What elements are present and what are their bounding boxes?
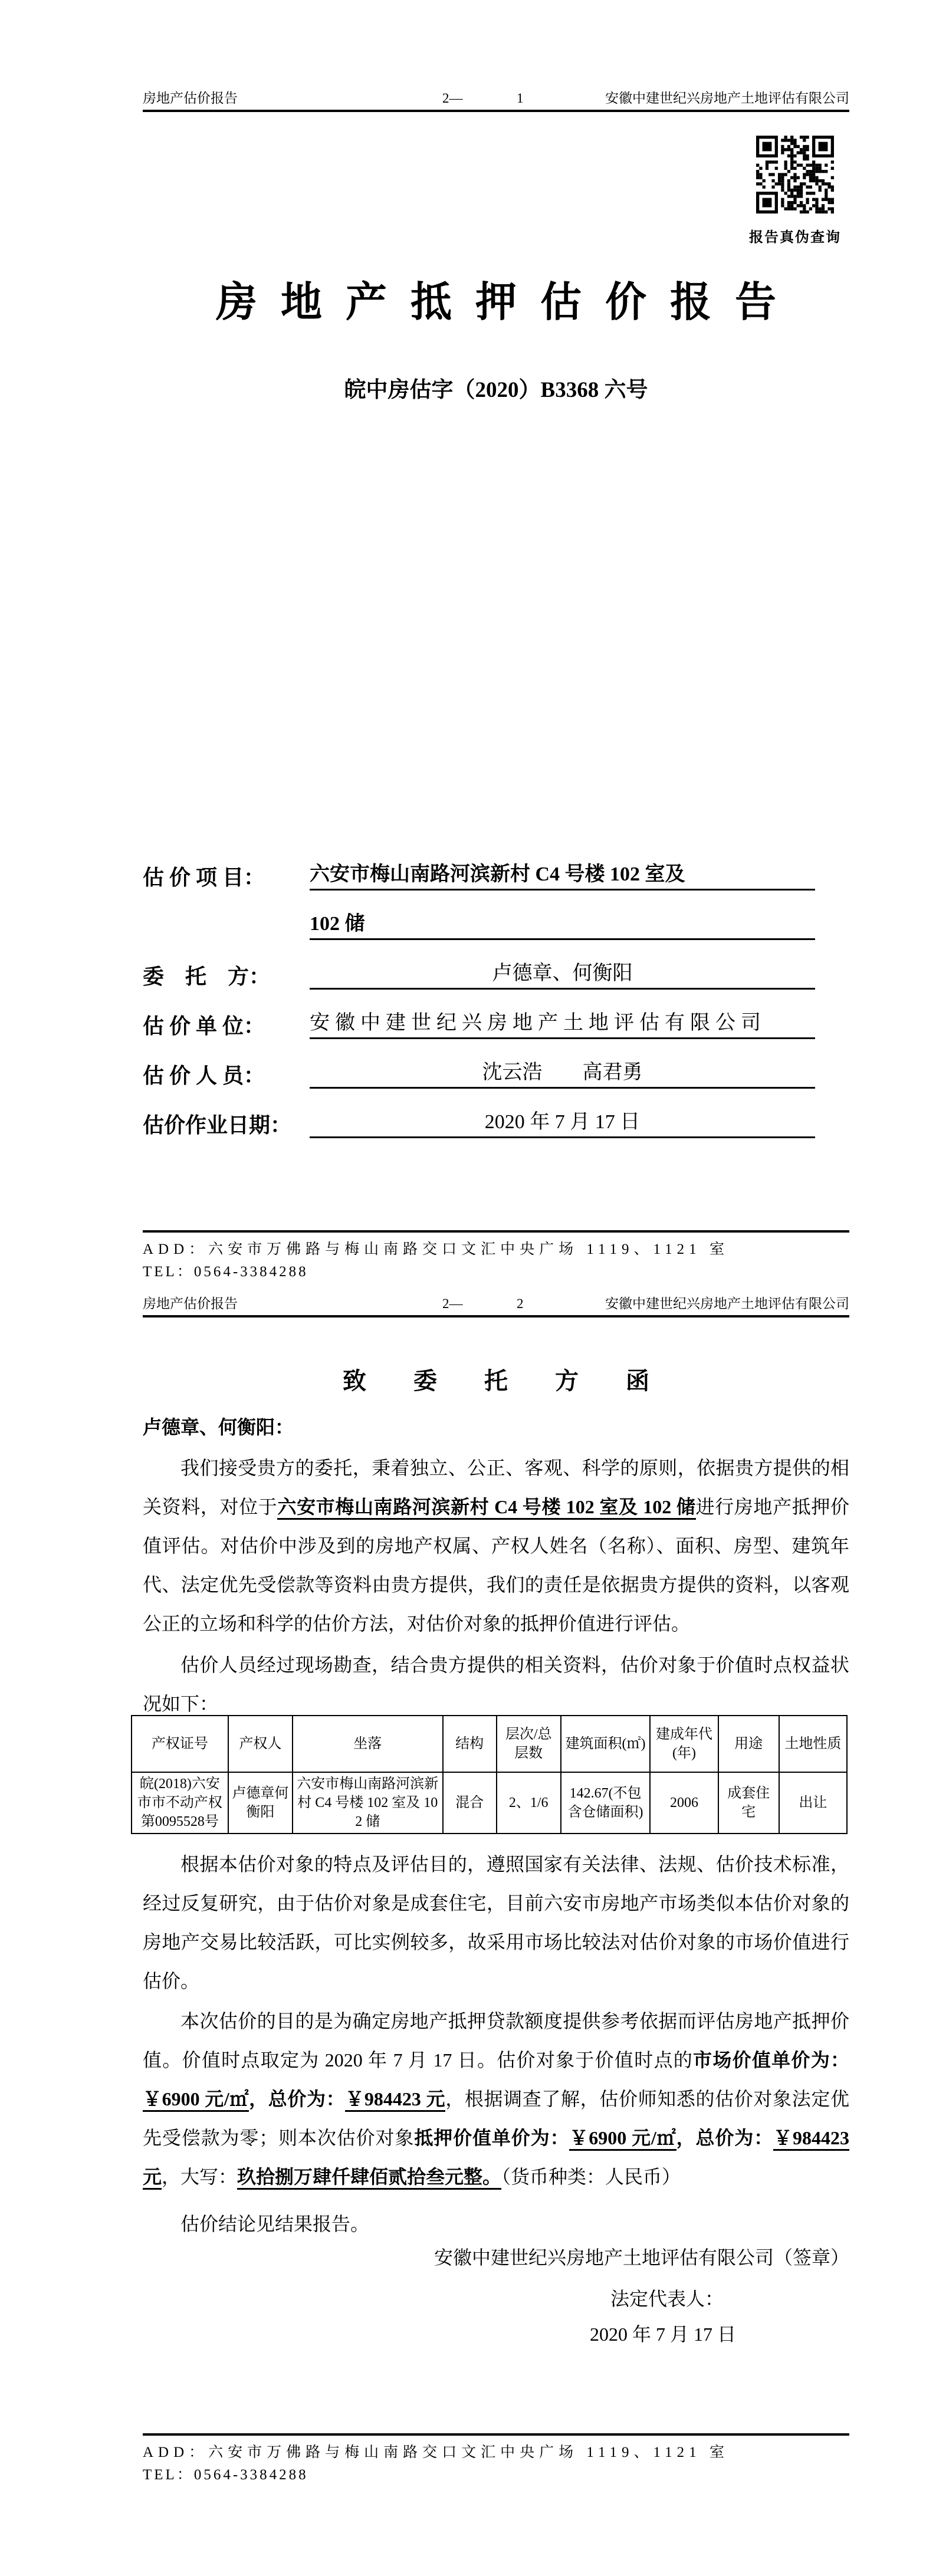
footer-rule — [143, 2433, 849, 2436]
footer-rule — [143, 1230, 849, 1233]
letter-paragraph-5: 估价结论见结果报告。 — [180, 2213, 370, 2235]
letter-salutation: 卢德章、何衡阳： — [143, 1417, 294, 1438]
col-floor: 层次/总层数 — [497, 1716, 561, 1772]
field-label: 估 价 项 目： — [143, 866, 265, 889]
cell-year-built: 2006 — [650, 1772, 718, 1834]
header-doc-type: 房地产估价报告 — [143, 91, 238, 106]
footer-address: ADD：六安市万佛路与梅山南路交口文汇中央广场 1119、1121 室 — [143, 2444, 729, 2460]
letter-paragraph-3: 根据本估价对象的特点及评估目的，遵照国家有关法律、法规、估价技术标准，经过反复研究，由于估价对象是成套住宅，目前六安市房地产市场类似本估价对象的房地产交易比较活跃，可比实例较多，故采用市场比较法对估价对象的市场价值进行估价。 — [143, 1854, 849, 1992]
appraisal-table — [131, 1715, 848, 1834]
letter-paragraph-4 — [143, 2002, 849, 2196]
para1-text: 进行房地产抵押价值评估。对估价中涉及到的房地产权属、产权人姓名（名称）、面积、房型、建筑年代、法定优先受偿款等资料由贵方提供，我们的责任是依据贵方提供的资料，以客观公正的立场和科学的估价方法，对估价对象的抵押价值进行评估。 — [143, 1496, 849, 1634]
field-row-project-cont — [143, 906, 815, 940]
field-label: 估价作业日期： — [143, 1113, 292, 1137]
field-value: 102 储 — [310, 912, 815, 940]
cell-owner: 卢德章何衡阳 — [228, 1772, 293, 1834]
field-value: 2020 年 7 月 17 日 — [310, 1110, 815, 1138]
field-row-client — [143, 955, 815, 990]
col-area: 建筑面积(㎡) — [561, 1716, 651, 1772]
header-page-prefix: 2— — [442, 91, 463, 106]
doc-number: 皖中房估字（2020）B3368 六号 — [344, 378, 648, 402]
header-rule — [143, 1315, 849, 1317]
para1-property-emphasis: 六安市梅山南路河滨新村 C4 号楼 102 室及 102 储 — [277, 1496, 695, 1520]
para4-text: ，根据调查了解，估价师知悉的估价对象法定优先受偿款为零；则本次估价对象 — [143, 2088, 849, 2148]
footer-phone: TEL：0564-3384288 — [143, 2467, 308, 2483]
field-label: 委 托 方： — [143, 965, 271, 988]
header-page-number: 1 — [517, 91, 524, 106]
col-structure: 结构 — [443, 1716, 497, 1772]
mortgage-total-price-value: ￥984423 元 — [143, 2127, 849, 2190]
table-row — [132, 1772, 847, 1834]
report-title: 房地产抵押估价报告 — [216, 280, 800, 326]
col-year-built: 建成年代(年) — [650, 1716, 718, 1772]
field-value: 沈云浩 高君勇 — [310, 1060, 815, 1089]
page2-running-header — [143, 1295, 849, 1313]
price-in-words: 玖拾捌万肆仟肆佰贰拾叁元整。 — [237, 2166, 501, 2190]
col-land-nature: 土地性质 — [779, 1716, 847, 1772]
letter-heading: 致委托方函 — [343, 1368, 697, 1394]
field-row-agency — [143, 1005, 815, 1039]
letter-paragraph-1 — [143, 1448, 849, 1643]
footer-address: ADD：六安市万佛路与梅山南路交口文汇中央广场 1119、1121 室 — [143, 1241, 729, 1257]
field-label: 估 价 人 员： — [143, 1064, 265, 1087]
cell-use: 成套住宅 — [718, 1772, 779, 1834]
field-row-date — [143, 1104, 815, 1138]
report-date: 2020 年 7 月 17 日 — [590, 2324, 737, 2345]
col-owner: 产权人 — [228, 1716, 293, 1772]
header-company-name: 安徽中建世纪兴房地产土地评估有限公司 — [605, 91, 849, 106]
field-row-project — [143, 856, 815, 891]
header-page-prefix: 2— — [442, 1296, 463, 1311]
col-certificate-no: 产权证号 — [132, 1716, 228, 1772]
market-total-price-value: ￥984423 元 — [345, 2088, 445, 2112]
signature-company: 安徽中建世纪兴房地产土地评估有限公司（签章） — [433, 2247, 849, 2268]
mortgage-unit-price-label: 抵押价值单价为： — [414, 2127, 570, 2148]
field-row-appraisers — [143, 1054, 815, 1089]
cell-area: 142.67(不包含仓储面积) — [561, 1772, 651, 1834]
field-value: 安徽中建世纪兴房地产土地评估有限公司 — [310, 1011, 815, 1039]
para4-text: 本次估价的目的是为确定房地产抵押贷款额度提供参考依据而评估房地产抵押价值。价值时点取定为 2020 年 7 月 17 日。估价对象于价值时点的 — [143, 2010, 849, 2071]
header-doc-type: 房地产估价报告 — [143, 1296, 238, 1311]
page1-running-header — [143, 90, 849, 107]
market-unit-price-label: 市场价值单价为： — [693, 2049, 849, 2071]
header-page-number: 2 — [517, 1296, 524, 1311]
col-location: 坐落 — [293, 1716, 443, 1772]
cell-land-nature: 出让 — [779, 1772, 847, 1834]
mortgage-unit-price-value: ￥6900 元/㎡ — [569, 2127, 676, 2151]
table-header-row — [132, 1716, 847, 1772]
footer-phone: TEL：0564-3384288 — [143, 1264, 308, 1280]
para1-text: 我们接受贵方的委托，秉着独立、公正、客观、科学的原则，依据贵方提供的相关资料，对位于 — [143, 1457, 849, 1517]
total-price-label: ，总价为： — [249, 2088, 346, 2110]
total-price-label: ，总价为： — [676, 2127, 774, 2148]
col-use: 用途 — [718, 1716, 779, 1772]
legal-representative-label: 法定代表人： — [610, 2288, 724, 2309]
field-value: 卢德章、何衡阳 — [310, 961, 815, 990]
currency-note: （货币种类：人民币） — [501, 2166, 681, 2187]
cell-structure: 混合 — [443, 1772, 497, 1834]
field-label: 估 价 单 位： — [143, 1014, 265, 1038]
cell-location: 六安市梅山南路河滨新村 C4 号楼 102 室及 102 储 — [293, 1772, 443, 1834]
letter-paragraph-2: 估价人员经过现场勘查，结合贵方提供的相关资料，估价对象于价值时点权益状况如下： — [143, 1654, 849, 1714]
qr-caption: 报告真伪查询 — [749, 230, 841, 245]
cell-floor: 2、1/6 — [497, 1772, 561, 1834]
market-unit-price-value: ￥6900 元/㎡ — [143, 2088, 249, 2112]
qr-code — [756, 136, 834, 213]
header-company-name: 安徽中建世纪兴房地产土地评估有限公司 — [605, 1296, 849, 1311]
cell-certificate-no: 皖(2018)六安市市不动产权第0095528号 — [132, 1772, 228, 1834]
field-value: 六安市梅山南路河滨新村 C4 号楼 102 室及 — [310, 862, 815, 891]
header-rule — [143, 110, 849, 112]
para4-text: ，大写： — [162, 2166, 238, 2187]
